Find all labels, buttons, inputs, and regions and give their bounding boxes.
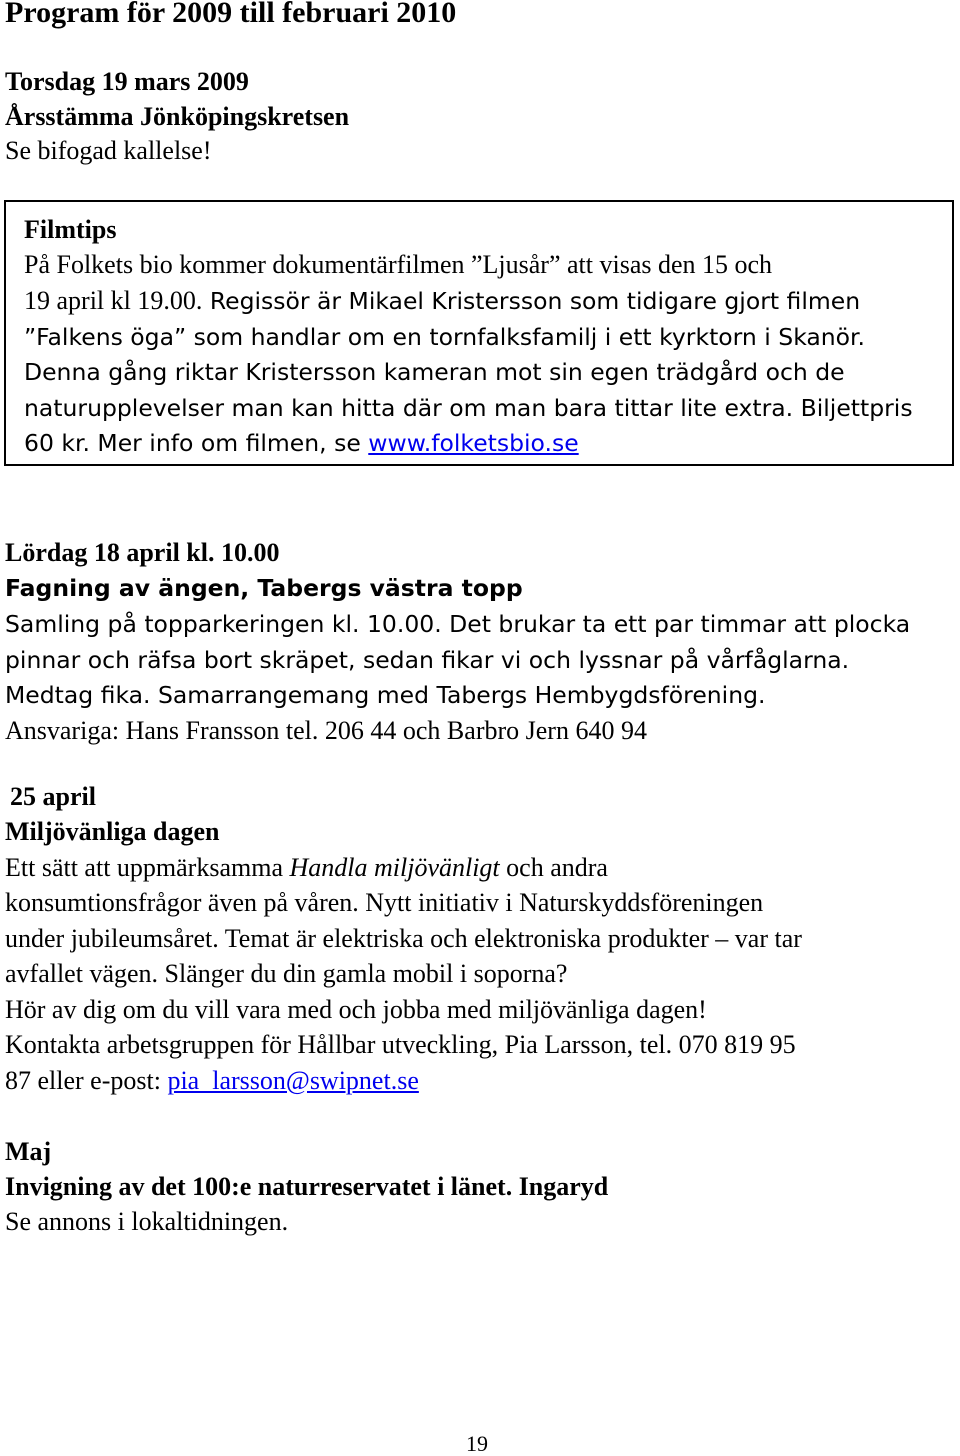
- folketsbio-link[interactable]: www.folketsbio.se: [368, 429, 579, 457]
- event3-line6: Kontakta arbetsgruppen för Hållbar utveckling, Pia Larsson, tel. 070 819 95: [5, 1030, 796, 1059]
- event2-line4: Ansvariga: Hans Fransson tel. 206 44 och Barbro Jern 640 94: [5, 716, 647, 745]
- filmtips-line5: naturupplevelser man kan hitta där om man bara tittar lite extra. Biljettpris: [24, 394, 913, 422]
- event3-line1-italic: Handla miljövänligt: [289, 853, 500, 882]
- page-title: Program för 2009 till februari 2010: [5, 0, 457, 29]
- filmtips-line6-text: 60 kr. Mer info om filmen, se: [24, 429, 369, 457]
- event3-line7: [5, 1066, 419, 1096]
- filmtips-line2-time: 19 april kl 19.00.: [24, 286, 203, 315]
- filmtips-box: [4, 200, 954, 466]
- event2-date: Lördag 18 april kl. 10.00: [5, 538, 280, 567]
- event2-line1: [5, 609, 910, 639]
- filmtips-heading: Filmtips: [24, 215, 117, 244]
- event2-line2: pinnar och räfsa bort skräpet, sedan fikar vi och lyssnar på vårfåglarna.: [5, 646, 850, 674]
- event3-line5: Hör av dig om du vill vara med och jobba med miljövänliga dagen!: [5, 995, 707, 1024]
- event1-note: Se bifogad kallelse!: [5, 136, 212, 165]
- event1-name: Årsstämma Jönköpingskretsen: [5, 102, 350, 131]
- page-number: 19: [466, 1431, 488, 1456]
- event2-line1-meet: Samling på topparkeringen kl. 10.00.: [5, 610, 442, 638]
- filmtips-line4: Denna gång riktar Kristersson kameran mot sin egen trädgård och de: [24, 358, 845, 386]
- event2-line3: Medtag fika. Samarrangemang med Tabergs Hembygdsförening.: [5, 681, 766, 709]
- filmtips-line2-rest: Regissör är Mikael Kristersson som tidigare gjort filmen: [202, 287, 861, 315]
- event3-line1-a: Ett sätt att uppmärksamma: [5, 853, 290, 882]
- event3-line4: avfallet vägen. Slänger du din gamla mobil i soporna?: [5, 959, 568, 988]
- event3-line2: konsumtionsfrågor även på våren. Nytt initiativ i Naturskyddsföreningen: [5, 888, 764, 917]
- filmtips-line3: ”Falkens öga” som handlar om en tornfalksfamilj i ett kyrktorn i Skanör.: [24, 323, 866, 351]
- event3-line3: under jubileumsåret. Temat är elektriska och elektroniska produkter – var tar: [5, 924, 802, 953]
- email-link[interactable]: pia_larsson@swipnet.se: [167, 1066, 419, 1095]
- event4-name: Invigning av det 100:e naturreservatet i länet. Ingaryd: [5, 1172, 609, 1201]
- event3-name: Miljövänliga dagen: [5, 817, 220, 846]
- event4-note: Se annons i lokaltidningen.: [5, 1207, 289, 1236]
- filmtips-line2: [24, 286, 860, 316]
- filmtips-line6: [24, 428, 579, 458]
- event2-name: Fagning av ängen, Tabergs västra topp: [5, 574, 523, 602]
- filmtips-line1: På Folkets bio kommer dokumentärfilmen ”Ljusår” att visas den 15 och: [24, 250, 773, 279]
- event3-line1: [5, 853, 608, 883]
- event1-date: Torsdag 19 mars 2009: [5, 67, 249, 96]
- event2-line1-rest: Det brukar ta ett par timmar att plocka: [441, 610, 911, 638]
- event3-line1-c: och andra: [499, 853, 608, 882]
- event4-date: Maj: [5, 1137, 52, 1166]
- event3-date: 25 april: [10, 782, 96, 811]
- event3-line7-text: 87 eller e-post:: [5, 1066, 168, 1095]
